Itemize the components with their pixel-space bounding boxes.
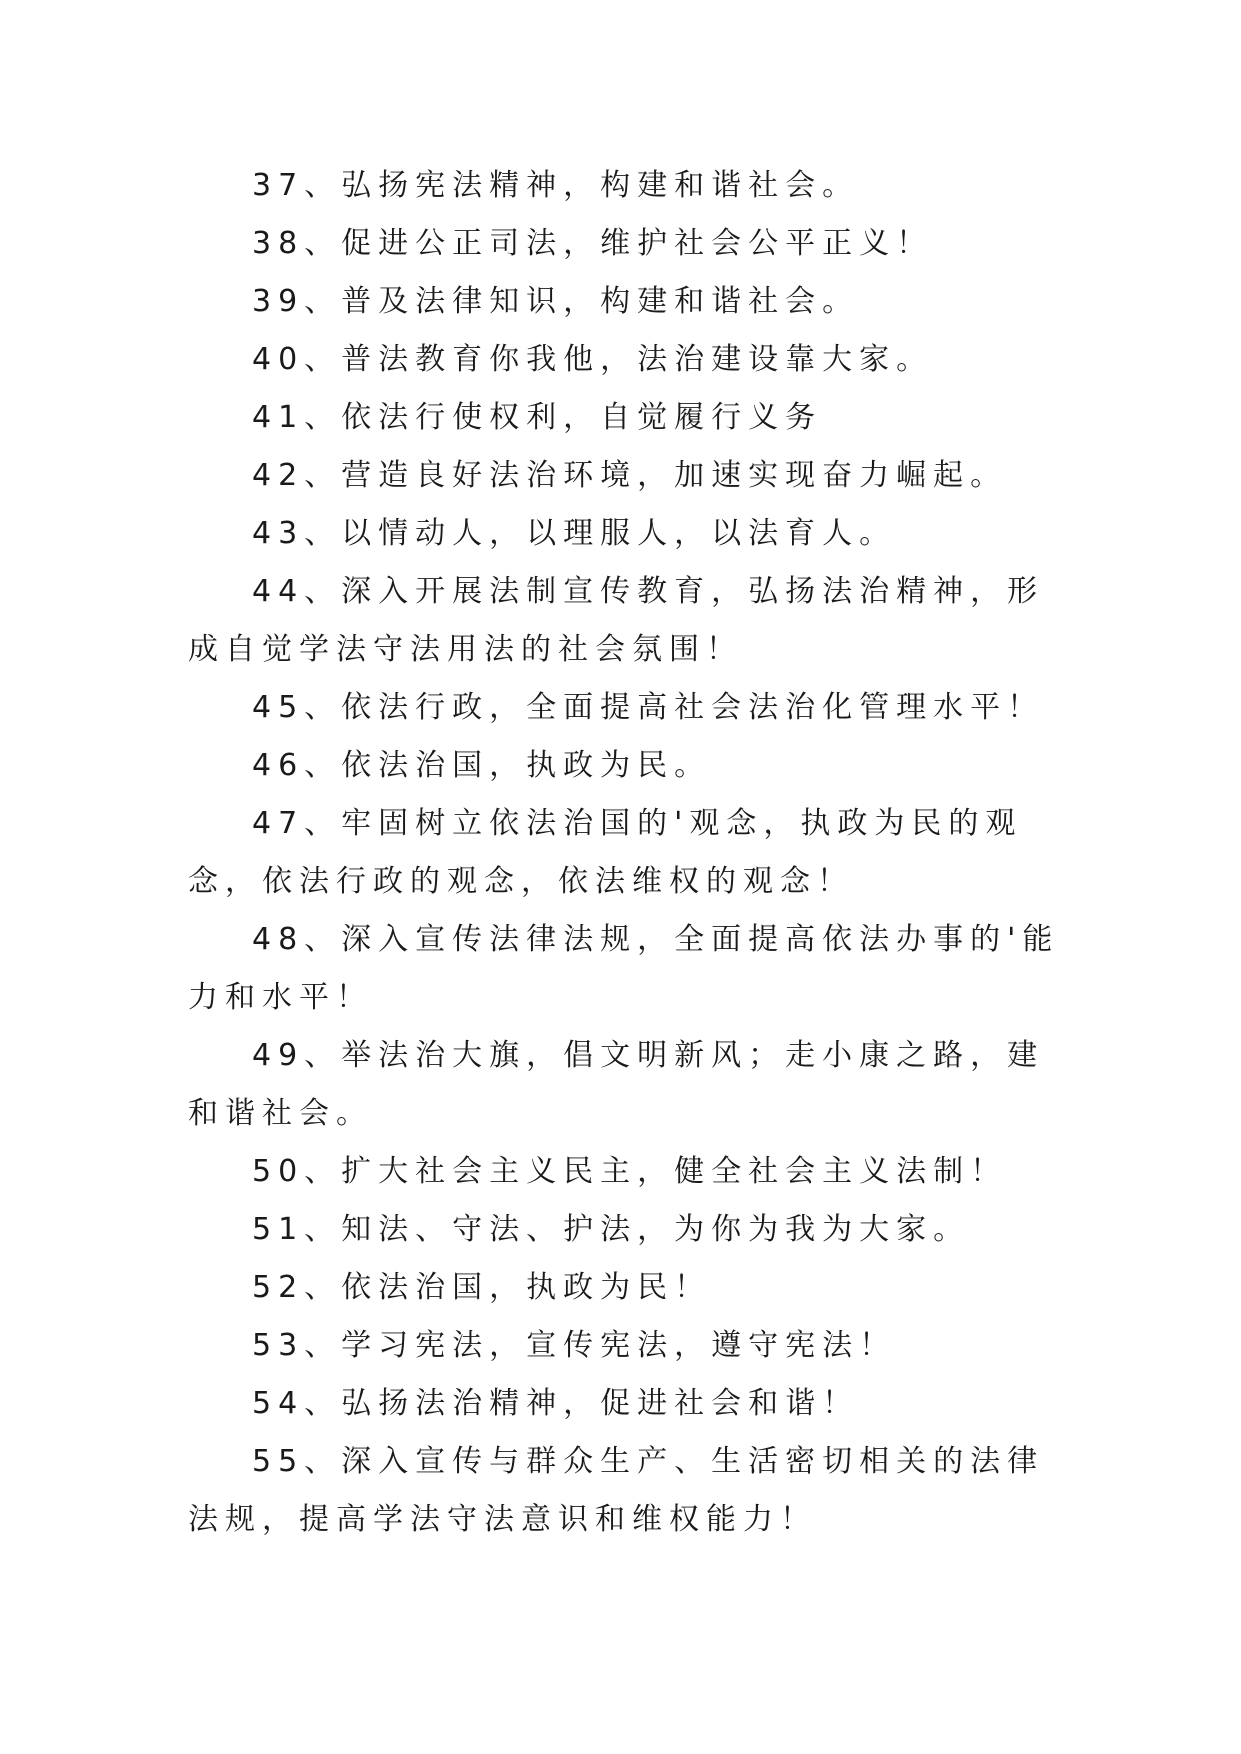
list-item: 44、深入开展法制宣传教育，弘扬法治精神，形成自觉学法守法用法的社会氛围！ xyxy=(188,574,1045,667)
list-item: 47、牢固树立依法治国的'观念，执政为民的观念，依法行政的观念，依法维权的观念！ xyxy=(188,806,1023,899)
list-item: 40、普法教育你我他，法治建设靠大家。 xyxy=(252,342,934,377)
list-item: 38、促进公正司法，维护社会公平正义！ xyxy=(252,226,934,261)
list-item: 37、弘扬宪法精神，构建和谐社会。 xyxy=(252,168,860,203)
list-item: 46、依法治国，执政为民。 xyxy=(252,748,712,783)
list-item: 49、举法治大旗，倡文明新风；走小康之路，建和谐社会。 xyxy=(188,1038,1045,1131)
list-item: 41、依法行使权利，自觉履行义务 xyxy=(252,400,823,435)
list-item: 55、深入宣传与群众生产、生活密切相关的法律法规，提高学法守法意识和维权能力！ xyxy=(188,1444,1045,1537)
list-item: 48、深入宣传法律法规，全面提高依法办事的'能力和水平！ xyxy=(188,922,1060,1015)
slogan-list xyxy=(188,157,1068,1549)
list-item: 51、知法、守法、护法，为你为我为大家。 xyxy=(252,1212,971,1247)
list-item: 54、弘扬法治精神，促进社会和谐！ xyxy=(252,1386,860,1421)
list-item: 53、学习宪法，宣传宪法，遵守宪法！ xyxy=(252,1328,897,1363)
list-item: 42、营造良好法治环境，加速实现奋力崛起。 xyxy=(252,458,1008,493)
list-item: 43、以情动人，以理服人，以法育人。 xyxy=(252,516,897,551)
list-item: 52、依法治国，执政为民！ xyxy=(252,1270,712,1305)
list-item: 39、普及法律知识，构建和谐社会。 xyxy=(252,284,860,319)
list-item: 50、扩大社会主义民主，健全社会主义法制！ xyxy=(252,1154,1008,1189)
list-item: 45、依法行政，全面提高社会法治化管理水平！ xyxy=(252,690,1045,725)
